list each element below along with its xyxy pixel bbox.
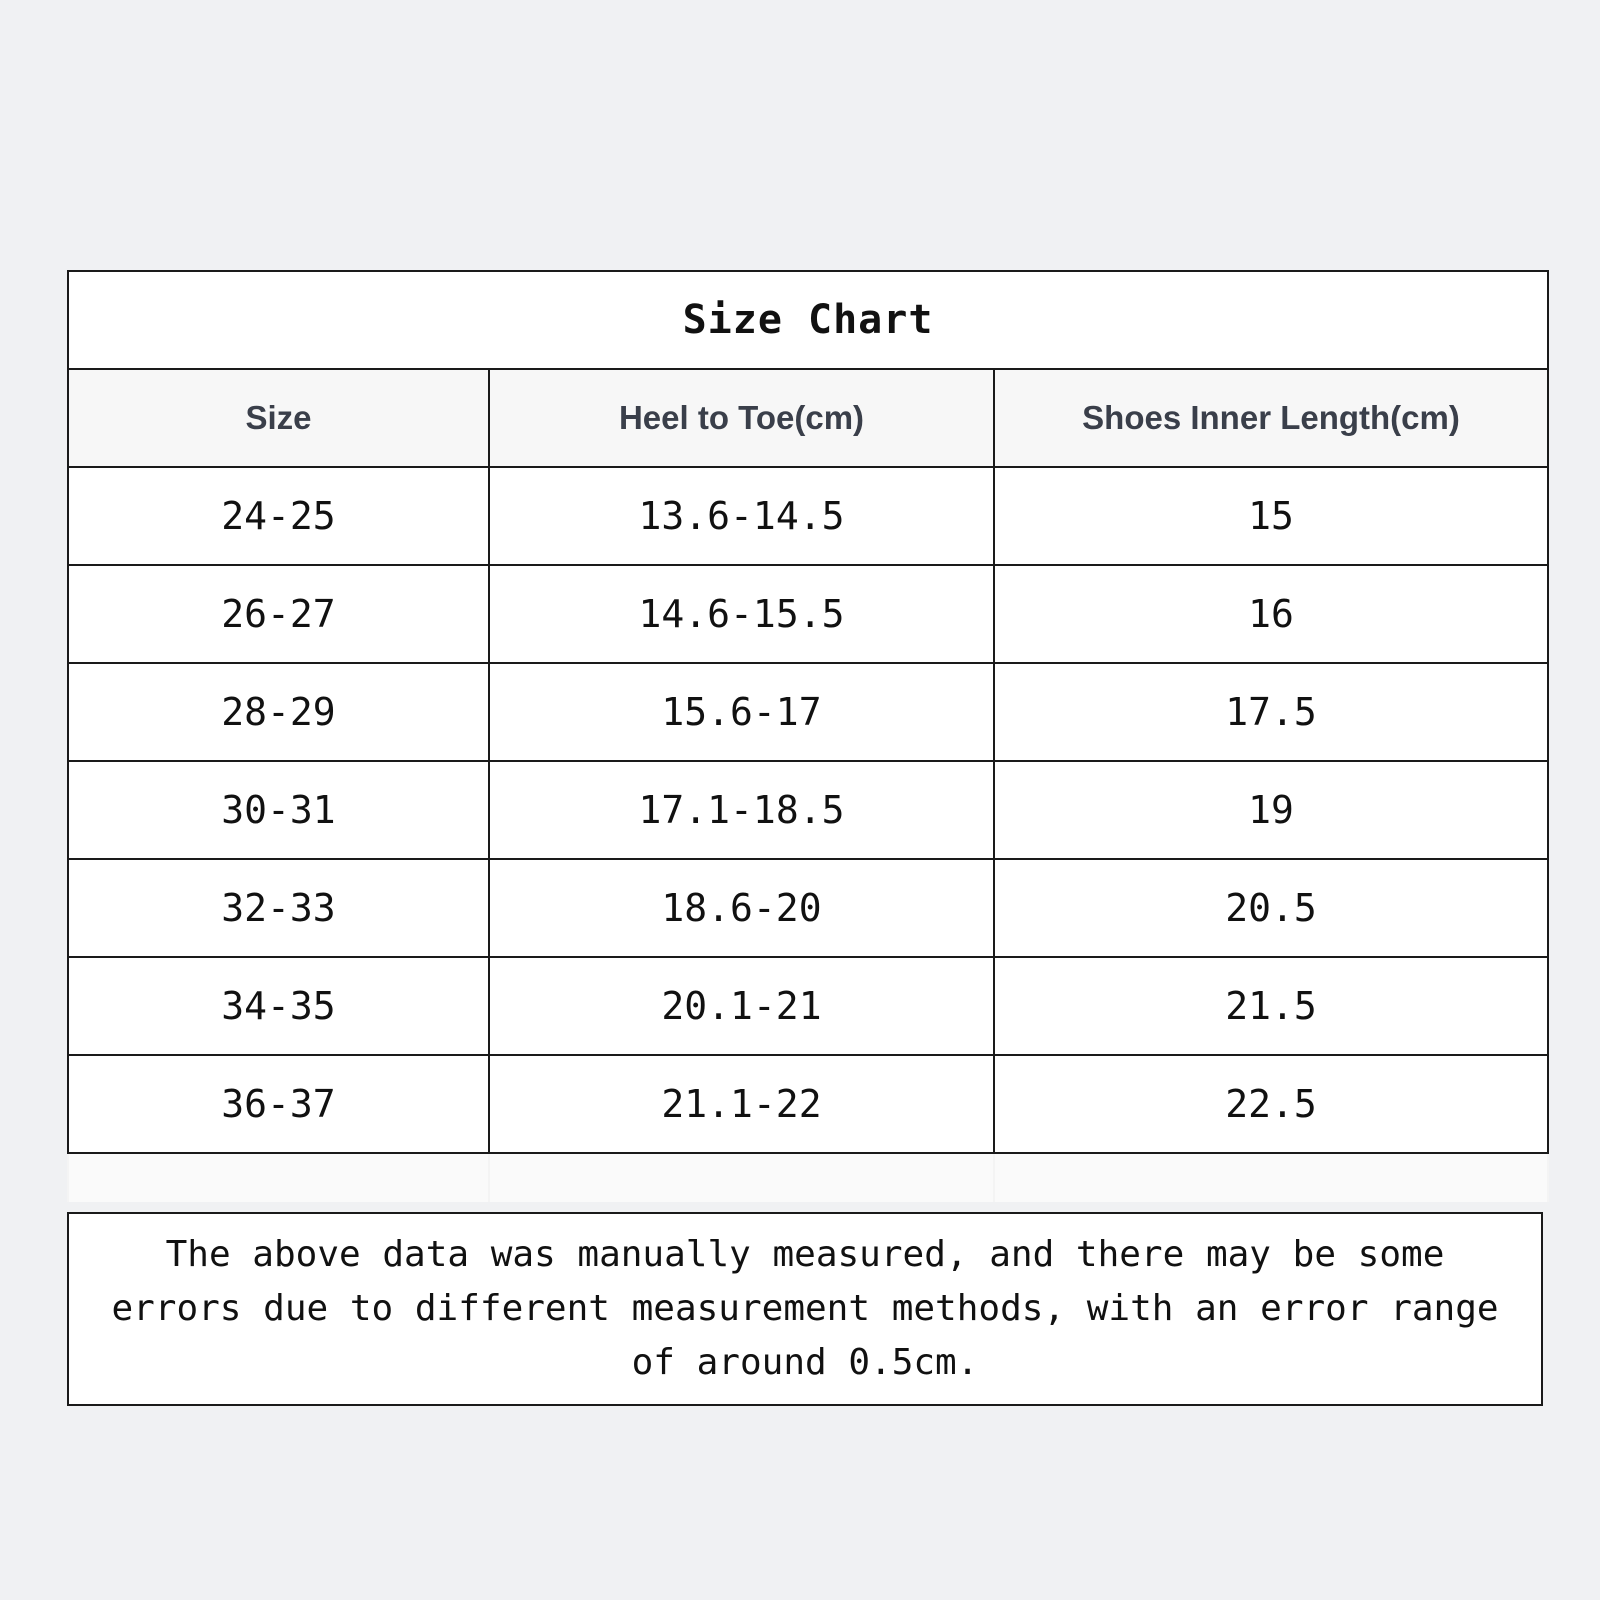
empty-cell [994, 1153, 1548, 1202]
inner-length-cell: 21.5 [994, 957, 1548, 1055]
table-row [68, 1055, 1548, 1153]
empty-cell [68, 1153, 489, 1202]
size-cell: 24-25 [68, 467, 489, 565]
table-row [68, 663, 1548, 761]
title-row [68, 271, 1548, 369]
inner-length-cell: 15 [994, 467, 1548, 565]
size-cell: 36-37 [68, 1055, 489, 1153]
size-cell: 32-33 [68, 859, 489, 957]
header-row [68, 369, 1548, 467]
size-cell: 26-27 [68, 565, 489, 663]
measurement-note-box [67, 1212, 1543, 1406]
empty-cell [489, 1153, 994, 1202]
table-row [68, 859, 1548, 957]
table-row [68, 761, 1548, 859]
heel-to-toe-cell: 20.1-21 [489, 957, 994, 1055]
table-title: Size Chart [68, 271, 1548, 369]
size-cell: 28-29 [68, 663, 489, 761]
inner-length-cell: 17.5 [994, 663, 1548, 761]
empty-spacer-row [68, 1153, 1548, 1202]
table-row [68, 565, 1548, 663]
column-header-inner-length: Shoes Inner Length(cm) [994, 369, 1548, 467]
size-cell: 30-31 [68, 761, 489, 859]
inner-length-cell: 22.5 [994, 1055, 1548, 1153]
table-row [68, 957, 1548, 1055]
inner-length-cell: 16 [994, 565, 1548, 663]
heel-to-toe-cell: 21.1-22 [489, 1055, 994, 1153]
heel-to-toe-cell: 15.6-17 [489, 663, 994, 761]
size-cell: 34-35 [68, 957, 489, 1055]
heel-to-toe-cell: 17.1-18.5 [489, 761, 994, 859]
column-header-heel-to-toe: Heel to Toe(cm) [489, 369, 994, 467]
size-chart-table [67, 270, 1549, 1202]
inner-length-cell: 20.5 [994, 859, 1548, 957]
heel-to-toe-cell: 18.6-20 [489, 859, 994, 957]
column-header-size: Size [68, 369, 489, 467]
heel-to-toe-cell: 14.6-15.5 [489, 565, 994, 663]
inner-length-cell: 19 [994, 761, 1548, 859]
heel-to-toe-cell: 13.6-14.5 [489, 467, 994, 565]
table-row [68, 467, 1548, 565]
measurement-note: The above data was manually measured, and there may be some errors due to different measurement methods, with an error range of around 0.5cm. [111, 1234, 1499, 1383]
